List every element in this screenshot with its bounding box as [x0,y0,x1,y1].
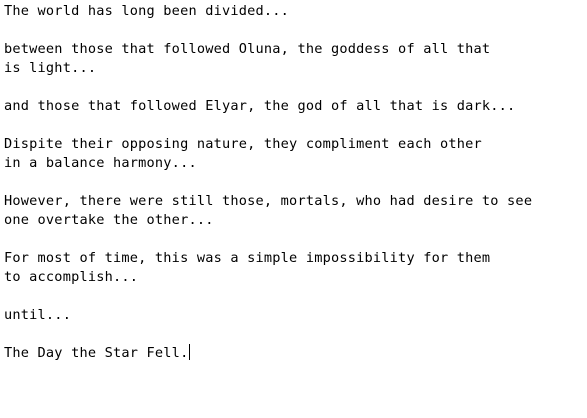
intro-line: However, there were still those, mortals, who had desire to see [4,193,533,209]
intro-line: The world has long been divided... [4,3,290,19]
intro-line: between those that followed Oluna, the goddess of all that [4,41,491,57]
intro-line: is light... [4,60,97,76]
text-cursor [189,344,190,360]
intro-line: The Day the Star Fell. [4,345,189,361]
intro-line: until... [4,307,72,323]
intro-line: For most of time, this was a simple impossibility for them [4,250,491,266]
intro-line: and those that followed Elyar, the god of all that is dark... [4,98,516,114]
intro-line: one overtake the other... [4,212,214,228]
intro-line: in a balance harmony... [4,155,197,171]
intro-final-line [4,344,190,363]
intro-line: Dispite their opposing nature, they compliment each other [4,136,482,152]
intro-line: to accomplish... [4,269,139,285]
